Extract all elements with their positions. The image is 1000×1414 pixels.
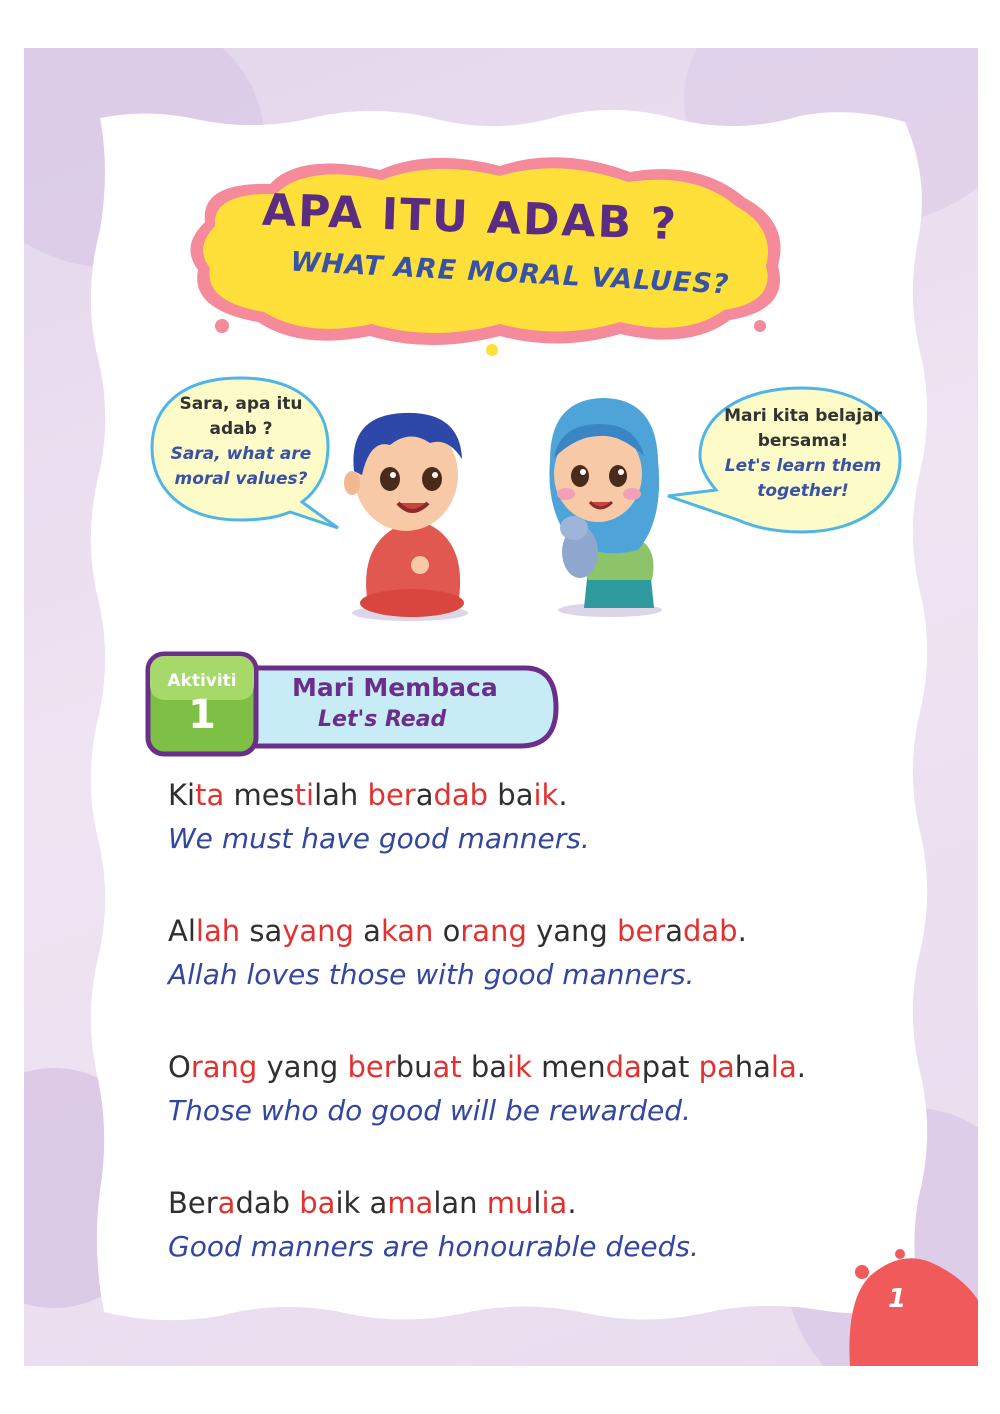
syllable: da — [605, 1050, 642, 1084]
syllable: men — [531, 1050, 606, 1084]
syllable: lah — [314, 778, 368, 812]
syllable: . — [558, 778, 568, 812]
syllable: a — [665, 914, 683, 948]
boy-line-4: moral values? — [174, 469, 308, 489]
syllable: ma — [387, 1186, 434, 1220]
activity-number: 1 — [188, 692, 216, 738]
syllable: Ber — [168, 1186, 218, 1220]
girl-line-4: together! — [757, 481, 849, 501]
girl-line-3: Let's learn them — [724, 456, 882, 476]
syllable: pa — [698, 1050, 735, 1084]
syllable: ik — [335, 1186, 370, 1220]
activity-title: Mari Membaca — [292, 673, 498, 702]
sentence-1-english: We must have good manners. — [168, 822, 590, 855]
sentence-2-english: Allah loves those with good manners. — [168, 958, 695, 991]
syllable: ha — [734, 1050, 771, 1084]
girl-line-2: bersama! — [757, 431, 849, 451]
syllable: ber — [347, 1050, 396, 1084]
syllable: a — [353, 914, 381, 948]
boy-line-2: adab ? — [209, 419, 273, 439]
page-title: APA ITU ADAB ? — [261, 184, 679, 251]
syllable: dab — [683, 914, 738, 948]
syllable: lah — [195, 914, 241, 948]
syllable: dab — [433, 778, 489, 812]
syllable: ti — [294, 778, 315, 812]
syllable: Ki — [168, 778, 196, 812]
syllable: yang — [282, 914, 354, 948]
boy-line-1: Sara, apa itu — [179, 394, 303, 414]
syllable: . — [796, 1050, 806, 1084]
sentence-4-english: Good manners are honourable deeds. — [168, 1230, 699, 1263]
syllable: ber — [617, 914, 666, 948]
activity-label: Aktiviti — [167, 671, 237, 691]
page-number: 1 — [888, 1284, 907, 1314]
syllable: ik — [507, 1050, 532, 1084]
syllable: yang — [257, 1050, 348, 1084]
syllable: rang — [190, 1050, 258, 1084]
syllable: ia — [541, 1186, 568, 1220]
syllable: l — [533, 1186, 542, 1220]
syllable: la — [770, 1050, 797, 1084]
syllable: kan — [380, 914, 434, 948]
syllable: mes — [224, 778, 295, 812]
syllable: Al — [168, 914, 196, 948]
boy-line-3: Sara, what are — [170, 444, 312, 464]
syllable: . — [737, 914, 747, 948]
syllable: ba — [299, 1186, 336, 1220]
syllable: a — [369, 1186, 388, 1220]
syllable: ba — [461, 1050, 508, 1084]
page-subtitle: WHAT ARE MORAL VALUES? — [289, 246, 731, 301]
syllable: mu — [486, 1186, 534, 1220]
syllable: a — [217, 1186, 236, 1220]
sentence-4-malay — [168, 1186, 577, 1220]
syllable: sa — [240, 914, 283, 948]
syllable: O — [168, 1050, 191, 1084]
syllable: at — [432, 1050, 462, 1084]
syllable: pat — [641, 1050, 699, 1084]
sentence-1-malay — [168, 778, 568, 812]
sentence-3-english: Those who do good will be rewarded. — [168, 1094, 691, 1127]
syllable: a — [415, 778, 434, 812]
syllable: rang — [460, 914, 527, 948]
syllable: o — [433, 914, 461, 948]
syllable: bu — [395, 1050, 433, 1084]
sentence-3-malay — [168, 1050, 806, 1084]
syllable: dab — [235, 1186, 300, 1220]
syllable: lan — [433, 1186, 487, 1220]
syllable: yang — [526, 914, 618, 948]
sentence-2-malay — [168, 914, 747, 948]
girl-line-1: Mari kita belajar — [724, 406, 882, 426]
syllable: ta — [195, 778, 225, 812]
syllable: . — [567, 1186, 577, 1220]
syllable: ba — [488, 778, 534, 812]
syllable: ber — [367, 778, 416, 812]
syllable: ik — [533, 778, 559, 812]
activity-subtitle: Let's Read — [318, 707, 447, 732]
